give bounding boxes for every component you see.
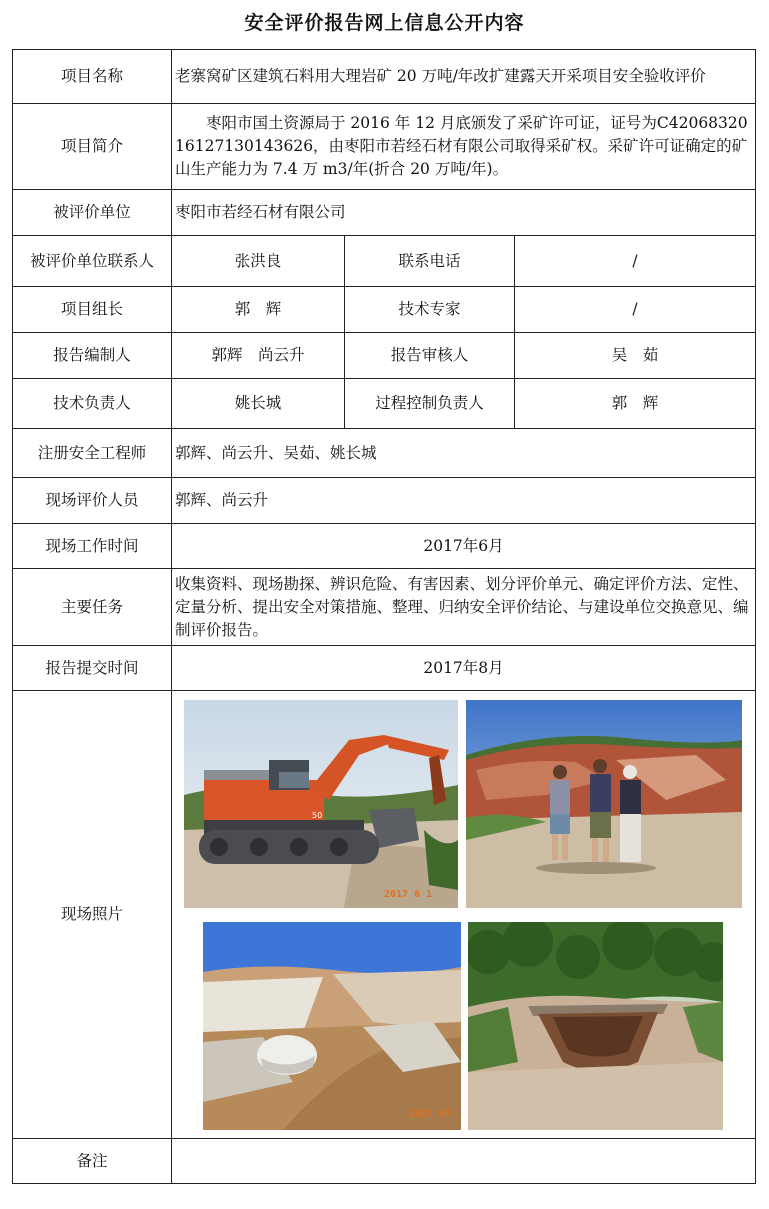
row-leader [13,287,756,333]
row-remarks [13,1139,756,1184]
photos-label: 现场照片 [13,691,172,1139]
remarks-label: 备注 [13,1139,172,1184]
evaluated-unit-label: 被评价单位 [13,190,172,236]
main-tasks-value: 收集资料、现场勘探、辨识危险、有害因素、划分评价单元、确定评价方法、定性、定量分析、提出安全对策措施、整理、归纳安全评价结论、与建设单位交换意见、编制评价报告。 [172,569,756,646]
row-contact [13,236,756,287]
submit-time-label: 报告提交时间 [13,646,172,691]
row-project-intro [13,104,756,190]
leader-value: 郭 辉 [172,287,345,333]
project-name-value: 老寨窝矿区建筑石料用大理岩矿 20 万吨/年改扩建露天开采项目安全验收评价 [172,50,756,104]
leader-label: 项目组长 [13,287,172,333]
row-main-tasks [13,569,756,646]
remarks-value [172,1139,756,1184]
tech-lead-label: 技术负责人 [13,379,172,429]
row-compiler [13,333,756,379]
row-tech-lead [13,379,756,429]
photos-cell [172,691,756,1139]
excavator-image [184,700,458,908]
photo-quarry-boulder [203,922,461,1130]
phone-value: / [515,236,756,287]
site-time-value: 2017年6月 [172,524,756,569]
photo-date-stamp-2: 2017 07 [409,1108,452,1120]
reviewer-value: 吴 茹 [515,333,756,379]
engineers-label: 注册安全工程师 [13,429,172,478]
compiler-value: 郭辉 尚云升 [172,333,345,379]
process-value: 郭 辉 [515,379,756,429]
photo-site-inspectors [466,700,742,908]
row-submit-time [13,646,756,691]
tunnel-entrance-image [468,922,723,1130]
reviewer-label: 报告审核人 [345,333,515,379]
compiler-label: 报告编制人 [13,333,172,379]
contact-label: 被评价单位联系人 [13,236,172,287]
row-engineers [13,429,756,478]
row-project-name [13,50,756,104]
row-evaluated-unit [13,190,756,236]
row-photos [13,691,756,1139]
submit-time-value: 2017年8月 [172,646,756,691]
quarry-boulder-image [203,922,461,1130]
expert-label: 技术专家 [345,287,515,333]
site-evaluators-value: 郭辉、尚云升 [172,478,756,524]
inspectors-image [466,700,742,908]
project-intro-value: 枣阳市国土资源局于 2016 年 12 月底颁发了采矿许可证，证号为C4206832016127130143626，由枣阳市若经石材有限公司取得采矿权。采矿许可证确定的矿山生产能力为 7.4 万 m3/年(折合 20 万吨/年)。 [172,104,756,190]
main-tasks-label: 主要任务 [13,569,172,646]
expert-value: / [515,287,756,333]
photo-gallery [172,692,755,1138]
contact-value: 张洪良 [172,236,345,287]
photo-excavator [184,700,458,908]
svg-text:50: 50 [312,810,323,820]
evaluated-unit-value: 枣阳市若经石材有限公司 [172,190,756,236]
site-evaluators-label: 现场评价人员 [13,478,172,524]
info-table [12,49,756,1184]
project-name-label: 项目名称 [13,50,172,104]
photo-date-stamp: 2017 6 1 [384,888,433,900]
row-site-time [13,524,756,569]
engineers-value: 郭辉、尚云升、吴茹、姚长城 [172,429,756,478]
photo-tunnel-entrance [468,922,723,1130]
page-title: 安全评价报告网上信息公开内容 [244,12,525,34]
phone-label: 联系电话 [345,236,515,287]
process-label: 过程控制负责人 [345,379,515,429]
site-time-label: 现场工作时间 [13,524,172,569]
tech-lead-value: 姚长城 [172,379,345,429]
project-intro-label: 项目简介 [13,104,172,190]
row-site-evaluators [13,478,756,524]
